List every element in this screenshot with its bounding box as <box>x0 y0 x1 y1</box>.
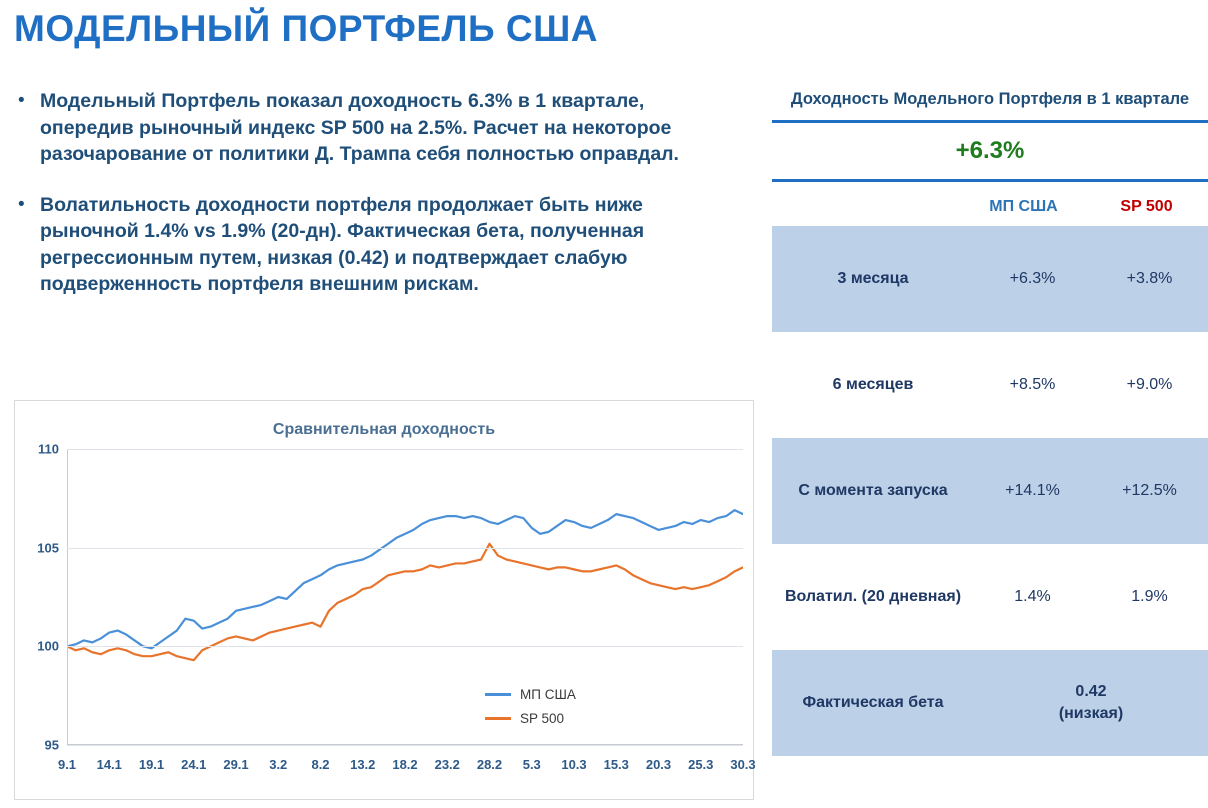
y-axis-tick-label: 95 <box>44 737 59 753</box>
y-axis-line <box>67 449 68 745</box>
grid-line <box>67 745 743 746</box>
chart-title: Сравнительная доходность <box>272 421 496 438</box>
legend-item <box>485 687 576 702</box>
x-axis-tick-label: 5.3 <box>522 757 541 772</box>
x-axis-tick-label: 9.1 <box>57 757 77 772</box>
y-axis-tick-label: 110 <box>38 441 59 457</box>
metric-label: 3 месяца <box>772 226 974 332</box>
y-axis-tick-label: 105 <box>37 540 59 556</box>
x-axis-tick-label: 3.2 <box>269 757 288 772</box>
grid-line <box>67 449 743 450</box>
chart-x-axis-labels <box>57 757 756 777</box>
x-axis-tick-label: 8.2 <box>311 757 330 772</box>
legend-swatch-mp <box>485 693 511 696</box>
header-spacer <box>772 198 962 216</box>
table-row <box>772 544 1208 650</box>
column-header-mp: МП США <box>989 198 1058 215</box>
list-item <box>18 88 738 168</box>
metric-label: 6 месяцев <box>772 332 974 438</box>
bullet-list <box>18 88 738 322</box>
bullet-icon: • <box>18 90 25 111</box>
metric-value-mp: +6.3% <box>974 226 1091 332</box>
x-axis-tick-label: 18.2 <box>392 757 418 772</box>
x-axis-tick-label: 19.1 <box>138 757 165 772</box>
summary-title: Доходность Модельного Портфеля в 1 квартале <box>790 90 1190 108</box>
table-row <box>772 332 1208 438</box>
metric-value-mp: +8.5% <box>974 332 1091 438</box>
summary-column-headers <box>772 182 1208 226</box>
metric-value-mp: +14.1% <box>974 438 1091 544</box>
x-axis-tick-label: 10.3 <box>561 757 587 772</box>
chart-plot-area <box>37 441 743 753</box>
list-item <box>18 192 738 298</box>
metric-value-sp: +12.5% <box>1091 438 1208 544</box>
legend-swatch-sp <box>485 717 511 720</box>
grid-line <box>67 548 743 549</box>
chart-series-svg <box>67 449 743 745</box>
x-axis-tick-label: 13.2 <box>350 757 376 772</box>
chart-legend <box>485 687 576 735</box>
table-row <box>772 226 1208 332</box>
metric-value-sp: +3.8% <box>1091 226 1208 332</box>
bullet-icon: • <box>18 193 25 215</box>
metric-label: Волатил. (20 дневная) <box>772 544 974 650</box>
x-axis-tick-label: 15.3 <box>603 757 629 772</box>
y-axis-tick-label: 100 <box>37 638 59 654</box>
table-row <box>772 650 1208 756</box>
column-header-sp: SP 500 <box>1120 198 1173 215</box>
metric-value-sp: +9.0% <box>1091 332 1208 438</box>
x-axis-tick-label: 29.1 <box>223 757 249 772</box>
bullet-text: Волатильность доходности портфеля продолжает быть ниже рыночной 1.4% vs 1.9% (20-дн). Фактическая бета, полученная регрессионным путем, низкая (0.42) и подтверждает слабую подверженность портфеля внешним рискам. <box>40 193 645 295</box>
x-axis-tick-label: 14.1 <box>96 757 122 772</box>
x-axis-tick-label: 24.1 <box>181 757 207 772</box>
x-axis-tick-label: 28.2 <box>476 757 503 772</box>
grid-line <box>67 646 743 647</box>
table-row <box>772 438 1208 544</box>
metric-label: Фактическая бета <box>772 650 974 756</box>
legend-label-sp: SP 500 <box>520 711 565 726</box>
legend-label-mp: МП США <box>520 687 576 702</box>
metric-value-combined: 0.42 (низкая) <box>974 650 1208 756</box>
x-axis-tick-label: 20.3 <box>645 757 672 772</box>
x-axis-tick-label: 30.3 <box>730 757 756 772</box>
metrics-table <box>772 226 1208 756</box>
summary-headline-value: +6.3% <box>955 137 1025 164</box>
x-axis-tick-label: 23.2 <box>434 757 460 772</box>
legend-item <box>485 711 576 726</box>
metric-label: С момента запуска <box>772 438 974 544</box>
metric-value-mp: 1.4% <box>974 544 1091 650</box>
bullet-text: Модельный Портфель показал доходность 6.3% в 1 квартале, опередив рыночный индекс SP 500 на 2.5%. Расчет на некоторое разочарование от политики Д. Трампа себя полностью оправдал. <box>40 90 679 165</box>
comparative-performance-chart <box>14 400 754 800</box>
page-title: МОДЕЛЬНЫЙ ПОРТФЕЛЬ США <box>14 8 598 49</box>
metric-value-sp: 1.9% <box>1091 544 1208 650</box>
summary-panel <box>772 88 1208 756</box>
x-axis-tick-label: 25.3 <box>688 757 714 772</box>
